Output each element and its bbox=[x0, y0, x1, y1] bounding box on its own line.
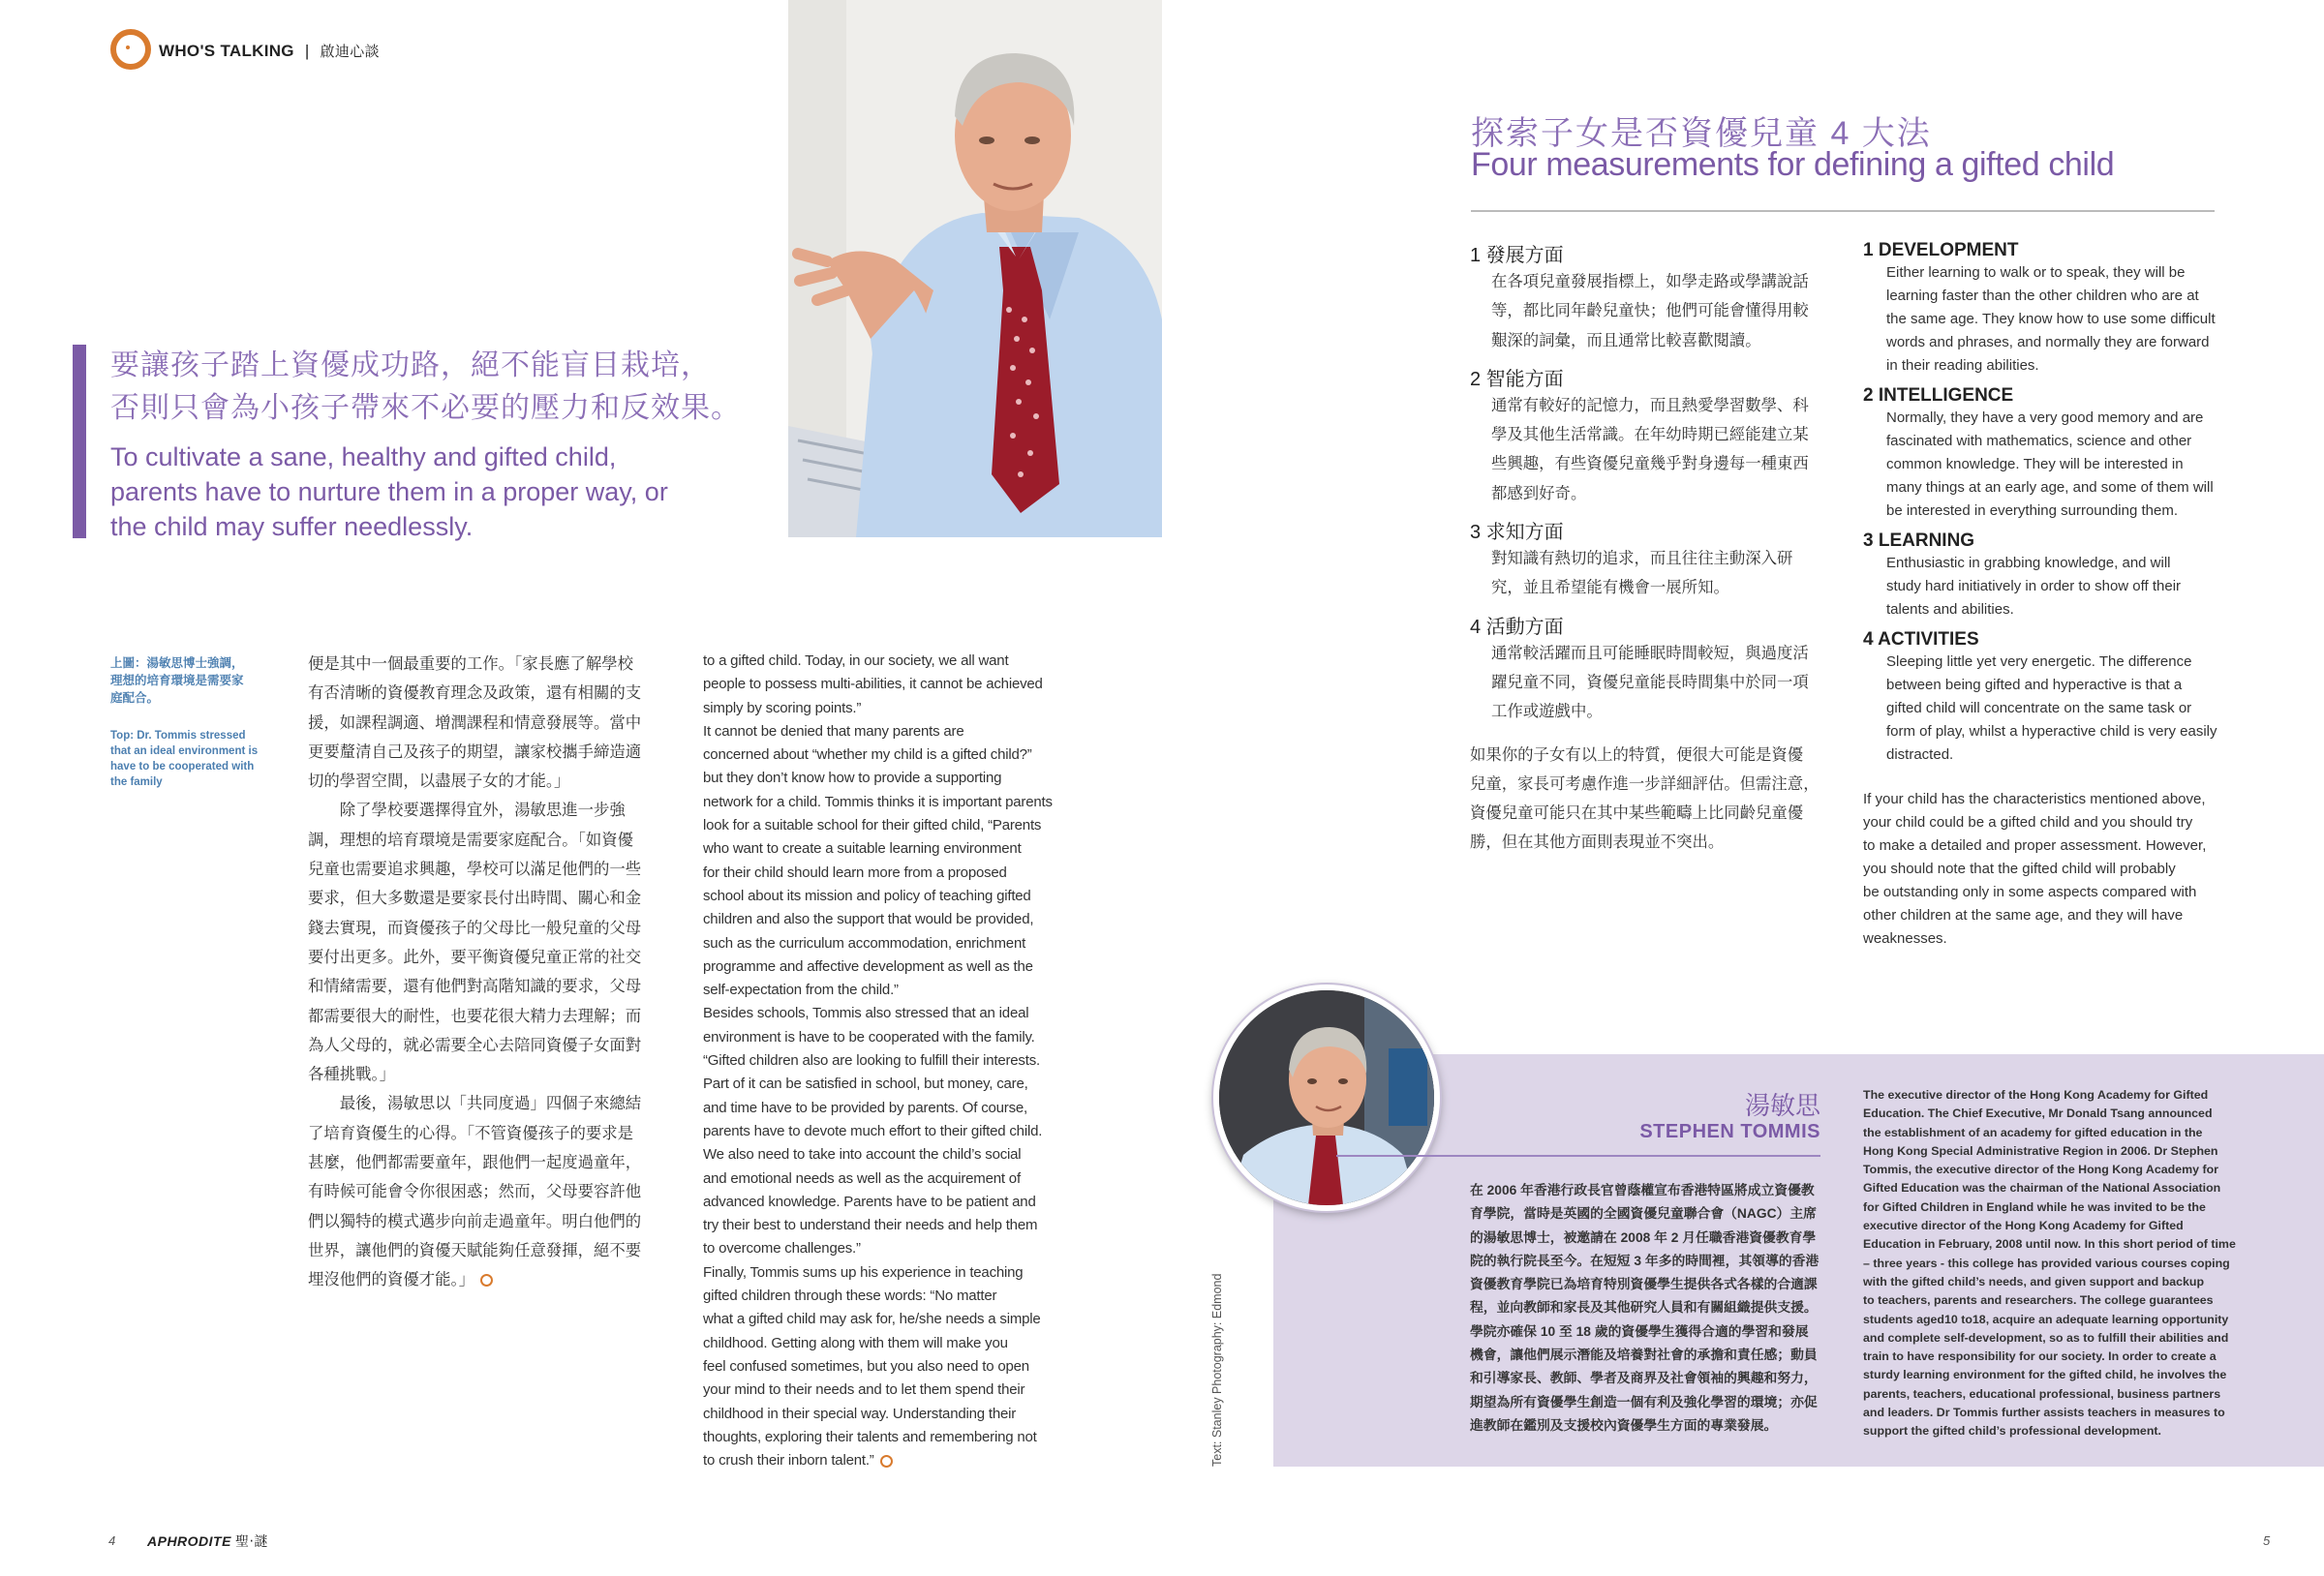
bio-line: 和引導家長、教師、學者及商界及社會領袖的興趣和努力， bbox=[1470, 1371, 1818, 1386]
bio-line: 機會，讓他們展示潛能及培養對社會的承擔和責任感；動員 bbox=[1470, 1348, 1818, 1363]
section-title-zh: 啟迪心談 bbox=[320, 44, 380, 60]
summary-line: 資優兒童可能只在其中某些範疇上比同齡兒童優 bbox=[1470, 804, 1804, 823]
body-line: 世界，讓他們的資優天賦能夠任意發揮，絕不要 bbox=[308, 1241, 642, 1259]
measure-line: 對知識有熱切的追求，而且往往主動深入研 bbox=[1491, 550, 1793, 568]
bio-line: 期望為所有資優學生創造一個有利及強化學習的環境；亦促 bbox=[1470, 1394, 1818, 1409]
measure-line: Either learning to walk or to speak, they will be bbox=[1886, 264, 2186, 281]
summary-line: to make a detailed and proper assessment. However, bbox=[1863, 837, 2207, 854]
bio-line: 在 2006 年香港行政長官曾蔭權宣布香港特區將成立資優教 bbox=[1470, 1183, 1815, 1197]
caption-line: have to be cooperated with bbox=[110, 761, 255, 773]
section-title-en: WHO'S TALKING bbox=[159, 42, 294, 60]
body-line: 了培育資優生的心得。「不管資優孩子的要求是 bbox=[308, 1124, 634, 1142]
measure-item bbox=[1470, 611, 1828, 727]
body-line: simply by scoring points.” bbox=[703, 699, 862, 716]
body-line bbox=[703, 1449, 1054, 1472]
bio-line: parents, teachers, educational professional, business partners bbox=[1863, 1386, 2221, 1401]
measure-line: 都感到好奇。 bbox=[1491, 484, 1587, 502]
measure-item bbox=[1863, 530, 2221, 621]
measure-heading: 3 LEARNING bbox=[1863, 530, 1975, 551]
speaker-illustration bbox=[788, 0, 1162, 537]
bio-name-zh: 湯敏思 bbox=[1744, 1091, 1820, 1120]
body-line: 除了學校要選擇得宜外，湯敏思進一步強 bbox=[308, 802, 626, 820]
body-line-text: 埋沒他們的資優才能。」 bbox=[308, 1271, 475, 1289]
measure-line: 通常有較好的記憶力，而且熱愛學習數學、科 bbox=[1491, 396, 1809, 414]
end-mark-icon bbox=[880, 1455, 893, 1468]
body-line: look for a suitable school for their gifted child, “Parents bbox=[703, 817, 1042, 834]
measure-line: 學及其他生活常識。在年幼時期已經能建立某 bbox=[1491, 426, 1809, 444]
photo-caption-zh bbox=[110, 654, 265, 707]
body-line: school about its mission and policy of teaching gifted bbox=[703, 887, 1031, 904]
measure-line: 些興趣，有些資優兒童幾乎對身邊每一種東西 bbox=[1491, 455, 1809, 473]
page-number-right: 5 bbox=[2263, 1533, 2271, 1548]
bio-line: and leaders. Dr Tommis further assists teachers in measures to bbox=[1863, 1406, 2225, 1420]
body-line: Finally, Tommis sums up his experience in teaching bbox=[703, 1263, 1024, 1281]
body-line: and emotional needs as well as the acquirement of bbox=[703, 1169, 1021, 1187]
bio-line: sturdy learning environment for the gifted child, he involves the bbox=[1863, 1368, 2227, 1382]
body-line: advanced knowledge. Parents have to be patient and bbox=[703, 1193, 1036, 1210]
bio-text-en bbox=[1863, 1086, 2236, 1441]
bio-line: The executive director of the Hong Kong Academy for Gifted bbox=[1863, 1088, 2209, 1102]
bio-line: 的湯敏思博士，被邀請在 2008 年 2 月任職香港資優教育學 bbox=[1470, 1229, 1817, 1245]
measure-line: the same age. They know how to use some difficult bbox=[1886, 311, 2216, 327]
measure-line: Sleeping little yet very energetic. The difference bbox=[1886, 653, 2192, 670]
summary-line: 勝，但在其他方面則表現並不突出。 bbox=[1470, 833, 1725, 852]
caption-line: 上圖：湯敏思博士強調， bbox=[110, 656, 244, 670]
measure-line: be interested in everything surrounding them. bbox=[1886, 502, 2179, 519]
page-number-left: 4 bbox=[108, 1533, 116, 1548]
body-line: thoughts, exploring their talents and remembering not bbox=[703, 1428, 1037, 1445]
measures-zh bbox=[1470, 239, 1828, 858]
measure-line: Enthusiastic in grabbing knowledge, and will bbox=[1886, 555, 2171, 571]
publication-name bbox=[147, 1531, 268, 1551]
measure-heading: 3 求知方面 bbox=[1470, 522, 1564, 544]
measure-item bbox=[1470, 516, 1828, 603]
measure-line: common knowledge. They will be interested in bbox=[1886, 456, 2184, 472]
body-line: try their best to understand their needs and help them bbox=[703, 1217, 1038, 1234]
sidebar-title-en: Four measurements for defining a gifted child bbox=[1471, 146, 2115, 183]
body-line bbox=[308, 1265, 657, 1294]
bio-text-zh bbox=[1470, 1179, 1819, 1438]
bio-line: train to have responsibility for our society. In order to create a bbox=[1863, 1349, 2217, 1364]
measure-item bbox=[1470, 239, 1828, 355]
portrait-illustration bbox=[1219, 990, 1434, 1205]
summary-line: If your child has the characteristics mentioned above, bbox=[1863, 791, 2206, 807]
bio-line: with the gifted child’s needs, and given support and backup bbox=[1863, 1274, 2205, 1288]
quote-en-line: the child may suffer needlessly. bbox=[110, 512, 474, 541]
publication-name-en: APHRODITE bbox=[147, 1533, 231, 1549]
body-line: what a gifted child may ask for, he/she needs a simple bbox=[703, 1311, 1041, 1328]
body-line: gifted children through these words: “No matter bbox=[703, 1288, 997, 1305]
summary-line: other children at the same age, and they will have bbox=[1863, 907, 2184, 924]
summary-line: 如果你的子女有以上的特質，便很大可能是資優 bbox=[1470, 745, 1804, 764]
body-line: such as the curriculum accommodation, enrichment bbox=[703, 934, 1026, 952]
bio-line: executive director of the Hong Kong Academy for Gifted bbox=[1863, 1219, 2184, 1233]
body-line: network for a child. Tommis thinks it is important parents bbox=[703, 793, 1053, 810]
bio-line: 育學院，當時是英國的全國資優兒童聯合會（NAGC）主席 bbox=[1470, 1206, 1817, 1222]
bio-line: the establishment of an academy for gifted education in the bbox=[1863, 1125, 2203, 1139]
bio-line: Hong Kong Special Administrative Region in 2006. Dr Stephen bbox=[1863, 1143, 2218, 1158]
measure-line: words and phrases, and normally they are forward bbox=[1886, 334, 2210, 350]
body-line: 有否清晰的資優教育理念及政策，還有相關的支 bbox=[308, 684, 642, 703]
bio-line: Gifted Education was the chairman of the National Association bbox=[1863, 1181, 2221, 1196]
body-line: 甚麼，他們都需要童年，跟他們一起度過童年， bbox=[308, 1154, 642, 1172]
body-line: 要求，但大多數還是要家長付出時間、關心和金 bbox=[308, 890, 642, 908]
body-line: for their child should learn more from a proposed bbox=[703, 864, 1007, 881]
measure-item bbox=[1863, 240, 2221, 378]
measure-heading: 1 發展方面 bbox=[1470, 245, 1564, 266]
body-line: 為人父母的，就必需要全心去陪同資優子女面對 bbox=[308, 1036, 642, 1054]
body-line: to a gifted child. Today, in our society, we all want bbox=[703, 652, 1009, 669]
body-column-en bbox=[703, 650, 1054, 1472]
summary-line: weaknesses. bbox=[1863, 930, 1947, 947]
body-line: childhood in their special way. Understanding their bbox=[703, 1405, 1017, 1422]
body-line: 切的學習空間，以盡展子女的才能。」 bbox=[308, 773, 570, 791]
body-line: childhood. Getting along with them will make you bbox=[703, 1334, 1008, 1351]
portrait-photo bbox=[1213, 985, 1440, 1211]
measure-line: 艱深的詞彙，而且通常比較喜歡閱讀。 bbox=[1491, 331, 1761, 349]
caption-line: the family bbox=[110, 776, 163, 788]
measure-heading: 4 活動方面 bbox=[1470, 616, 1564, 638]
body-line: Besides schools, Tommis also stressed that an ideal bbox=[703, 1005, 1029, 1022]
measure-line: form of play, whilst a hyperactive child is very easily bbox=[1886, 723, 2217, 740]
measure-line: gifted child will concentrate on the same task or bbox=[1886, 700, 2192, 716]
bio-line: Tommis, the executive director of the Hong Kong Academy for bbox=[1863, 1163, 2218, 1177]
measure-item bbox=[1863, 385, 2221, 523]
measure-line: 通常較活躍而且可能睡眠時間較短，與過度活 bbox=[1491, 644, 1809, 662]
bio-line: to teachers, parents and researchers. The college guarantees bbox=[1863, 1293, 2214, 1308]
body-line: 援，如課程調適、增潤課程和情意發展等。當中 bbox=[308, 713, 642, 732]
quote-zh-line: 否則只會為小孩子帶來不必要的壓力和反效果。 bbox=[110, 392, 741, 424]
summary-line: your child could be a gifted child and you should try bbox=[1863, 814, 2193, 831]
body-line: 錢去實現，而資優孩子的父母比一般兒童的父母 bbox=[308, 919, 642, 937]
body-line: concerned about “whether my child is a gifted child?” bbox=[703, 746, 1032, 764]
body-line-text: to crush their inborn talent.” bbox=[703, 1452, 874, 1470]
bio-line: 院的執行院長至今。在短短 3 年多的時間裡，其領導的香港 bbox=[1470, 1253, 1819, 1268]
measure-heading: 2 INTELLIGENCE bbox=[1863, 385, 2014, 406]
measure-line: in their reading abilities. bbox=[1886, 357, 2039, 374]
body-line: your mind to their needs and to let them spend their bbox=[703, 1381, 1025, 1399]
measure-line: 躍兒童不同，資優兒童能長時間集中於同一項 bbox=[1491, 673, 1809, 691]
body-line: 最後，湯敏思以「共同度過」四個子來總結 bbox=[308, 1095, 642, 1113]
measures-en bbox=[1863, 240, 2221, 951]
body-line: programme and affective development as well as the bbox=[703, 957, 1033, 975]
bio-line: students aged10 to18, acquire an adequate learning opportunity bbox=[1863, 1312, 2229, 1326]
bio-divider bbox=[1336, 1155, 1820, 1157]
measure-line: talents and abilities. bbox=[1886, 601, 2014, 618]
body-line: who want to create a suitable learning environment bbox=[703, 840, 1022, 858]
bio-line: 資優教育學院已為培育特別資優學生提供各式各樣的合適課 bbox=[1470, 1277, 1818, 1292]
section-header bbox=[159, 41, 380, 61]
body-line: It cannot be denied that many parents are bbox=[703, 722, 964, 740]
measure-item bbox=[1863, 629, 2221, 767]
bio-line: 進教師在鑑別及支援校內資優學生方面的專業發展。 bbox=[1470, 1417, 1778, 1433]
body-line: self-expectation from the child.” bbox=[703, 982, 899, 999]
caption-line: 理想的培育環境是需要家 bbox=[110, 674, 244, 687]
caption-line: 庭配合。 bbox=[110, 691, 160, 705]
measure-line: many things at an early age, and some of them will bbox=[1886, 479, 2214, 496]
body-line: but they don’t know how to provide a supporting bbox=[703, 770, 1002, 787]
body-line: 各種挑戰。」 bbox=[308, 1066, 396, 1084]
body-column-zh bbox=[308, 650, 657, 1295]
caption-line: Top: Dr. Tommis stressed bbox=[110, 730, 246, 742]
photo-caption-en bbox=[110, 728, 265, 790]
measure-line: 等，都比同年齡兒童快；他們可能會懂得用較 bbox=[1491, 302, 1809, 320]
summary-en bbox=[1863, 788, 2221, 951]
body-line: 都需要很大的耐性，也要花很大精力去理解；而 bbox=[308, 1007, 642, 1025]
section-separator: | bbox=[304, 42, 310, 60]
body-line: 們以獨特的模式邁步向前走過童年。明白他們的 bbox=[308, 1212, 642, 1230]
bio-name-en: STEPHEN TOMMIS bbox=[1639, 1121, 1820, 1142]
measure-heading: 2 智能方面 bbox=[1470, 368, 1564, 390]
bio-line: for Gifted Children in England while he was invited to be the bbox=[1863, 1199, 2206, 1214]
quote-en-line: parents have to nurture them in a proper way, or bbox=[110, 477, 668, 506]
end-mark-icon bbox=[480, 1274, 493, 1287]
bio-line: Education in February, 2008 until now. In this short period of time bbox=[1863, 1237, 2236, 1252]
quote-en-line: To cultivate a sane, healthy and gifted child, bbox=[110, 442, 617, 471]
summary-line: 兒童，家長可考慮作進一步詳細評估。但需注意， bbox=[1470, 774, 1819, 793]
summary-zh bbox=[1470, 741, 1828, 858]
measure-line: Normally, they have a very good memory and are bbox=[1886, 409, 2204, 426]
measure-heading: 4 ACTIVITIES bbox=[1863, 629, 1979, 650]
quote-accent-bar bbox=[73, 345, 86, 538]
body-line: to overcome challenges.” bbox=[703, 1240, 861, 1258]
body-line: environment is have to be cooperated with the family. bbox=[703, 1028, 1035, 1046]
measure-line: between being gifted and hyperactive is that a bbox=[1886, 677, 2183, 693]
measure-line: 工作或遊戲中。 bbox=[1491, 703, 1603, 721]
logo-ring-icon bbox=[110, 29, 151, 70]
measure-line: fascinated with mathematics, science and other bbox=[1886, 433, 2192, 449]
publication-name-zh: 聖‧謎 bbox=[234, 1533, 268, 1549]
measure-line: study hard initiatively in order to show off their bbox=[1886, 578, 2182, 594]
body-line: people to possess multi-abilities, it cannot be achieved bbox=[703, 676, 1043, 693]
quote-zh-line: 要讓孩子踏上資優成功路，絕不能盲目栽培， bbox=[110, 349, 711, 381]
sidebar-title-zh: 探索子女是否資優兒童 4 大法 bbox=[1471, 115, 1932, 152]
measure-heading: 1 DEVELOPMENT bbox=[1863, 240, 2019, 260]
body-line: parents have to devote much effort to their gifted child. bbox=[703, 1122, 1043, 1139]
bio-line: – three years - this college has provided various courses coping bbox=[1863, 1256, 2230, 1270]
bio-line: 學院亦確保 10 至 18 歲的資優學生獲得合適的學習和發展 bbox=[1470, 1323, 1809, 1339]
bio-line: Education. The Chief Executive, Mr Donald Tsang announced bbox=[1863, 1106, 2213, 1121]
measure-line: learning faster than the other children who are at bbox=[1886, 288, 2199, 304]
body-line: We also need to take into account the child’s social bbox=[703, 1146, 1022, 1164]
body-line: children and also the support that would be provided, bbox=[703, 911, 1034, 928]
body-line: 要付出更多。此外，要平衡資優兒童正常的社交 bbox=[308, 948, 642, 966]
main-photo bbox=[788, 0, 1162, 537]
body-line: “Gifted children also are looking to fulfill their interests. bbox=[703, 1052, 1040, 1070]
body-line: Part of it can be satisfied in school, but money, care, bbox=[703, 1076, 1028, 1093]
summary-line: be outstanding only in some aspects compared with bbox=[1863, 884, 2197, 900]
bio-line: 程，並向教師和家長及其他研究人員和有關組織提供支援。 bbox=[1470, 1300, 1818, 1316]
measure-line: 在各項兒童發展指標上，如學走路或學講說話 bbox=[1491, 273, 1809, 290]
body-line: 便是其中一個最重要的工作。「家長應了解學校 bbox=[308, 655, 634, 673]
summary-line: you should note that the gifted child will probably bbox=[1863, 861, 2176, 877]
body-line: and time have to be provided by parents. Of course, bbox=[703, 1099, 1027, 1116]
body-line: 和情緒需要，還有他們對高階知識的要求，父母 bbox=[308, 978, 642, 996]
title-divider bbox=[1471, 210, 2215, 212]
body-line: 兒童也需要追求興趣，學校可以滿足他們的一些 bbox=[308, 861, 642, 879]
body-line: 有時候可能會令你很困惑；然而，父母要容許他 bbox=[308, 1183, 642, 1201]
measure-line: 究，並且希望能有機會一展所知。 bbox=[1491, 579, 1729, 597]
measure-item bbox=[1470, 363, 1828, 508]
logo-dot-icon bbox=[126, 45, 130, 49]
measure-line: distracted. bbox=[1886, 746, 1954, 763]
body-line: 更要釐清自己及孩子的期望，讓家校攜手締造適 bbox=[308, 743, 642, 761]
body-line: 調，理想的培育環境是需要家庭配合。「如資優 bbox=[308, 831, 634, 849]
body-line: feel confused sometimes, but you also need to open bbox=[703, 1357, 1029, 1375]
caption-line: that an ideal environment is bbox=[110, 745, 259, 757]
bio-line: and complete self-development, so as to fulfill their abilities and bbox=[1863, 1330, 2229, 1345]
photo-credit: Text: Stanley Photography: Edmond bbox=[1210, 1273, 1224, 1467]
bio-line: support the gifted child’s professional development. bbox=[1863, 1424, 2161, 1439]
